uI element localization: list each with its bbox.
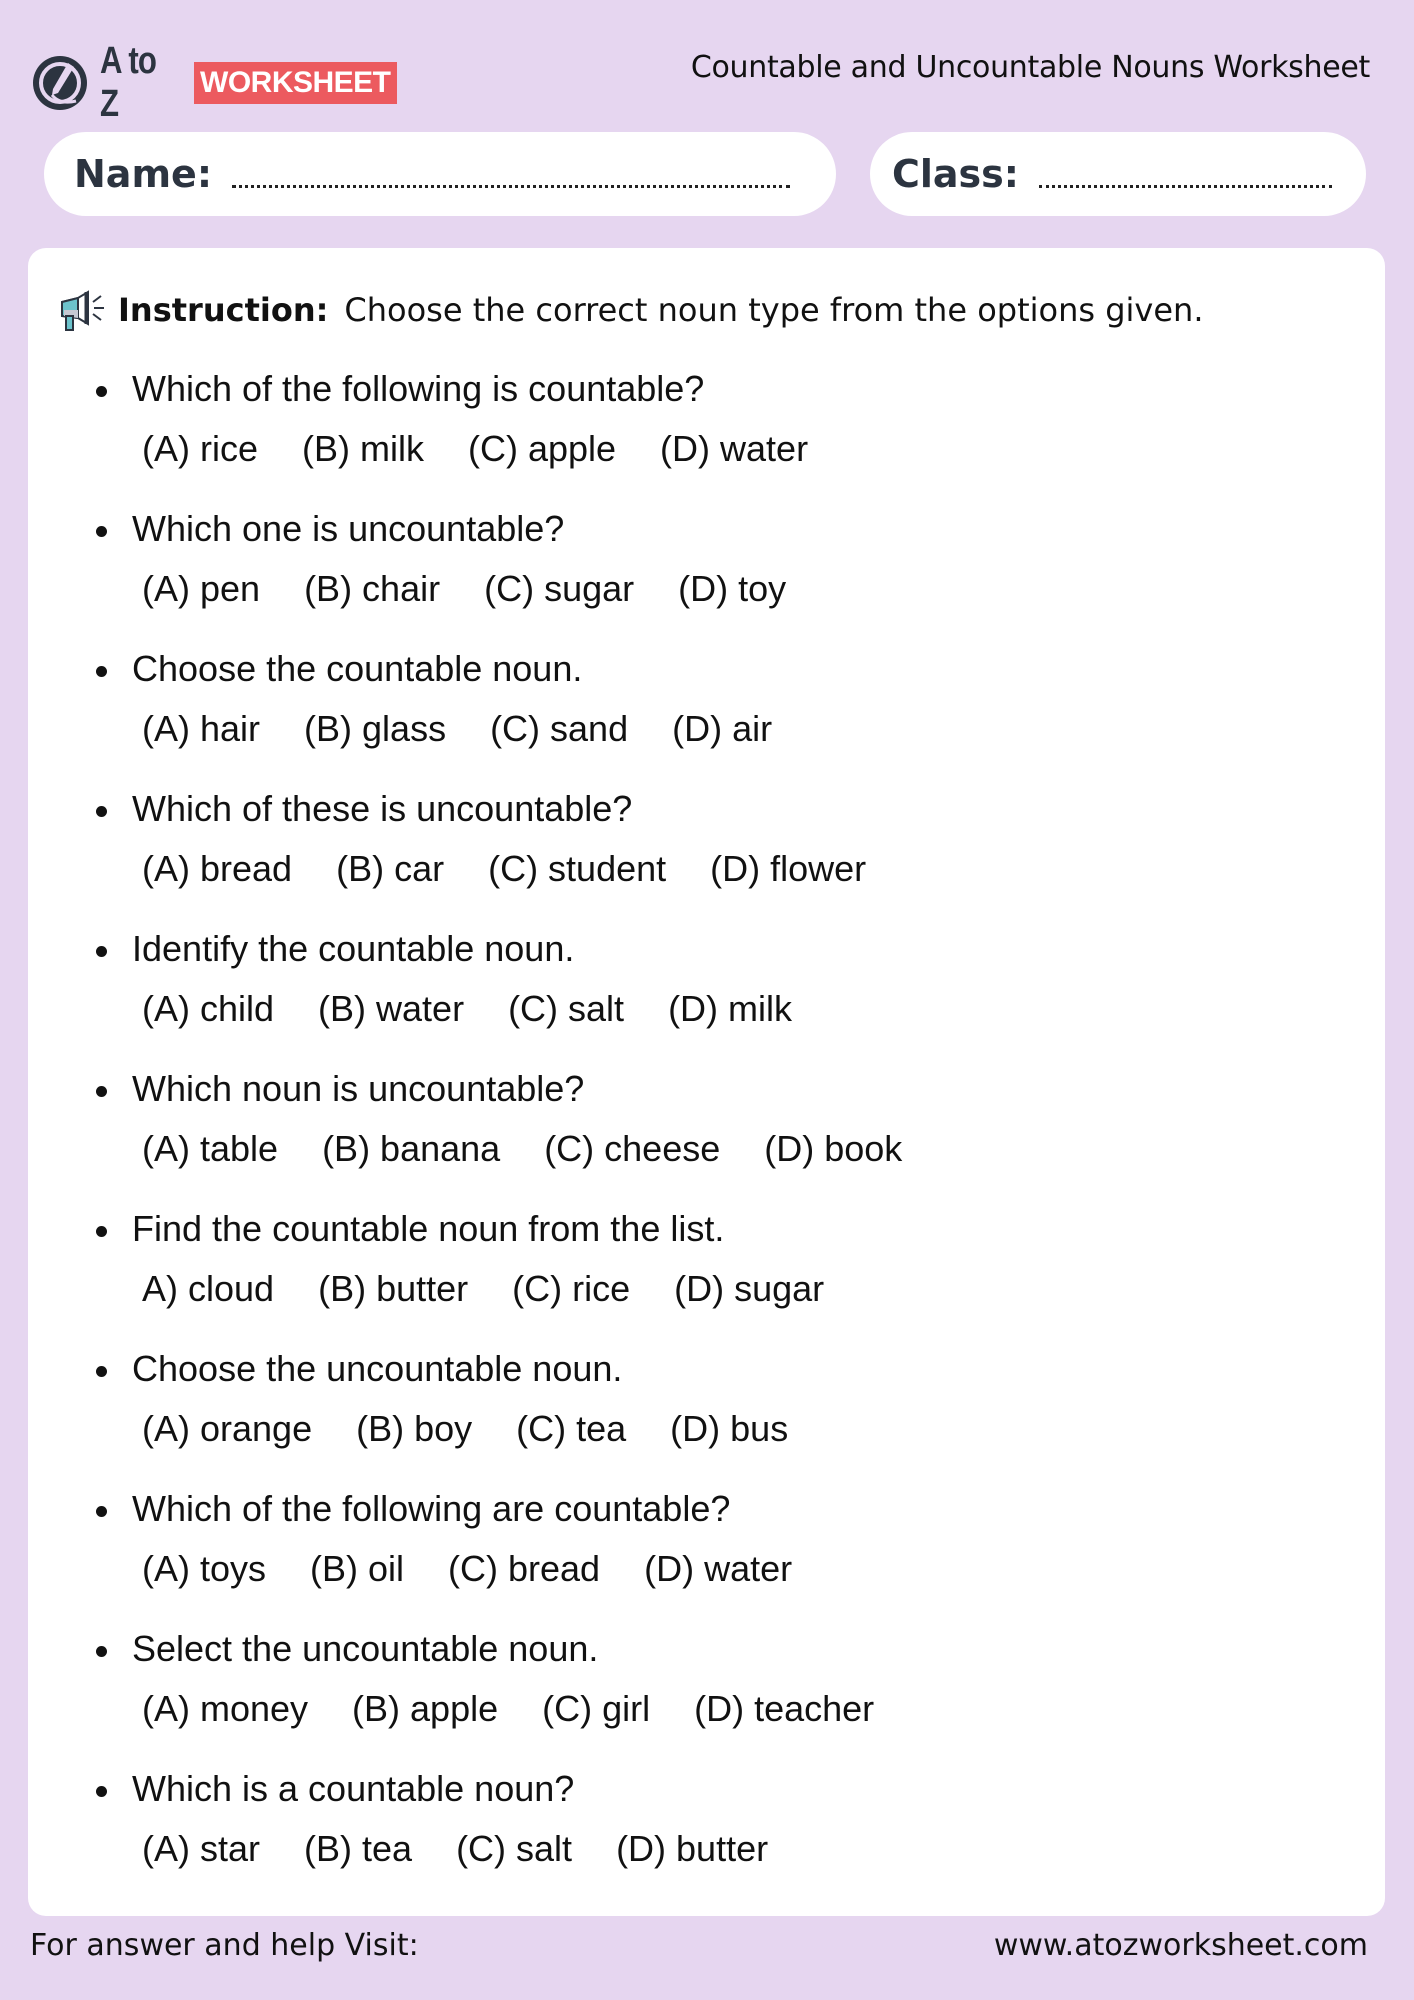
option-d[interactable]: (D) water bbox=[660, 428, 809, 469]
question-text: Which noun is uncountable? bbox=[132, 1068, 585, 1109]
logo-badge: WORKSHEET bbox=[194, 62, 397, 104]
pen-nib-logo-icon bbox=[30, 53, 90, 113]
option-b[interactable]: (B) butter bbox=[318, 1268, 469, 1309]
option-c[interactable]: (C) salt bbox=[456, 1828, 573, 1869]
bullet-icon bbox=[96, 946, 107, 957]
options-row bbox=[142, 1268, 824, 1310]
instruction-label: Instruction: bbox=[118, 291, 329, 329]
question-text: Choose the countable noun. bbox=[132, 648, 583, 689]
bullet-icon bbox=[96, 526, 107, 537]
logo bbox=[30, 40, 397, 126]
option-c[interactable]: (C) sand bbox=[490, 708, 629, 749]
option-a[interactable]: (A) toys bbox=[142, 1548, 267, 1589]
option-a[interactable]: (A) orange bbox=[142, 1408, 313, 1449]
option-c[interactable]: (C) sugar bbox=[484, 568, 635, 609]
option-d[interactable]: (D) teacher bbox=[694, 1688, 875, 1729]
question-text: Which is a countable noun? bbox=[132, 1768, 575, 1809]
option-d[interactable]: (D) milk bbox=[668, 988, 793, 1029]
bullet-icon bbox=[96, 1086, 107, 1097]
footer-help-text: For answer and help Visit: bbox=[30, 1928, 419, 1963]
option-a[interactable]: (A) star bbox=[142, 1828, 261, 1869]
options-row bbox=[142, 1828, 768, 1870]
class-dotted-line[interactable] bbox=[1039, 184, 1332, 188]
header bbox=[30, 36, 1370, 125]
option-d[interactable]: (D) toy bbox=[678, 568, 787, 609]
options-row bbox=[142, 988, 792, 1030]
class-label: Class: bbox=[892, 152, 1019, 196]
name-field[interactable] bbox=[44, 132, 836, 216]
option-a[interactable]: A) cloud bbox=[142, 1268, 275, 1309]
options-row bbox=[142, 708, 772, 750]
options-row bbox=[142, 1128, 902, 1170]
option-b[interactable]: (B) water bbox=[318, 988, 465, 1029]
option-a[interactable]: (A) table bbox=[142, 1128, 279, 1169]
option-d[interactable]: (D) book bbox=[764, 1128, 903, 1169]
question-text: Identify the countable noun. bbox=[132, 928, 575, 969]
option-c[interactable]: (C) girl bbox=[542, 1688, 651, 1729]
bullet-icon bbox=[96, 1366, 107, 1377]
option-c[interactable]: (C) apple bbox=[467, 428, 617, 469]
option-a[interactable]: (A) hair bbox=[142, 708, 261, 749]
question-text: Which of the following is countable? bbox=[132, 368, 705, 409]
bullet-icon bbox=[96, 1646, 107, 1657]
option-b[interactable]: (B) chair bbox=[304, 568, 441, 609]
question-text: Which of these is uncountable? bbox=[132, 788, 633, 829]
options-row bbox=[142, 848, 866, 890]
options-row bbox=[142, 568, 786, 610]
option-d[interactable]: (D) sugar bbox=[674, 1268, 825, 1309]
option-d[interactable]: (D) water bbox=[644, 1548, 793, 1589]
option-b[interactable]: (B) milk bbox=[302, 428, 424, 469]
bullet-icon bbox=[96, 1786, 107, 1797]
option-a[interactable]: (A) child bbox=[142, 988, 275, 1029]
option-a[interactable]: (A) bread bbox=[142, 848, 293, 889]
option-a[interactable]: (A) pen bbox=[142, 568, 261, 609]
logo-text: A to Z bbox=[100, 40, 157, 125]
option-c[interactable]: (C) tea bbox=[516, 1408, 627, 1449]
question-text: Select the uncountable noun. bbox=[132, 1628, 599, 1669]
question-text: Find the countable noun from the list. bbox=[132, 1208, 725, 1249]
option-c[interactable]: (C) rice bbox=[512, 1268, 631, 1309]
option-a[interactable]: (A) money bbox=[142, 1688, 309, 1729]
options-row bbox=[142, 1408, 788, 1450]
option-b[interactable]: (B) tea bbox=[304, 1828, 413, 1869]
options-row bbox=[142, 1548, 792, 1590]
class-field[interactable] bbox=[870, 132, 1366, 216]
options-row bbox=[142, 1688, 874, 1730]
bullet-icon bbox=[96, 806, 107, 817]
option-c[interactable]: (C) bread bbox=[448, 1548, 601, 1589]
name-dotted-line[interactable] bbox=[232, 184, 790, 188]
option-b[interactable]: (B) car bbox=[336, 848, 445, 889]
option-c[interactable]: (C) student bbox=[488, 848, 667, 889]
option-b[interactable]: (B) apple bbox=[352, 1688, 499, 1729]
name-label: Name: bbox=[74, 152, 213, 196]
questions-card bbox=[28, 248, 1385, 1916]
instruction bbox=[56, 288, 1204, 332]
bullet-icon bbox=[96, 1506, 107, 1517]
bullet-icon bbox=[96, 666, 107, 677]
option-d[interactable]: (D) flower bbox=[710, 848, 867, 889]
instruction-text: Choose the correct noun type from the options given. bbox=[344, 291, 1204, 329]
option-b[interactable]: (B) glass bbox=[304, 708, 447, 749]
bullet-icon bbox=[96, 386, 107, 397]
worksheet-title: Countable and Uncountable Nouns Worksheet bbox=[690, 50, 1370, 85]
options-row bbox=[142, 428, 808, 470]
option-a[interactable]: (A) rice bbox=[142, 428, 258, 469]
megaphone-icon bbox=[56, 288, 108, 332]
option-d[interactable]: (D) bus bbox=[670, 1408, 789, 1449]
option-b[interactable]: (B) banana bbox=[322, 1128, 501, 1169]
question-text: Which one is uncountable? bbox=[132, 508, 565, 549]
option-c[interactable]: (C) cheese bbox=[544, 1128, 721, 1169]
question-text: Which of the following are countable? bbox=[132, 1488, 731, 1529]
option-c[interactable]: (C) salt bbox=[508, 988, 625, 1029]
option-b[interactable]: (B) boy bbox=[356, 1408, 473, 1449]
question-text: Choose the uncountable noun. bbox=[132, 1348, 623, 1389]
option-b[interactable]: (B) oil bbox=[310, 1548, 405, 1589]
option-d[interactable]: (D) butter bbox=[616, 1828, 769, 1869]
footer-website-link[interactable]: www.atozworksheet.com bbox=[993, 1928, 1368, 1963]
bullet-icon bbox=[96, 1226, 107, 1237]
option-d[interactable]: (D) air bbox=[672, 708, 773, 749]
